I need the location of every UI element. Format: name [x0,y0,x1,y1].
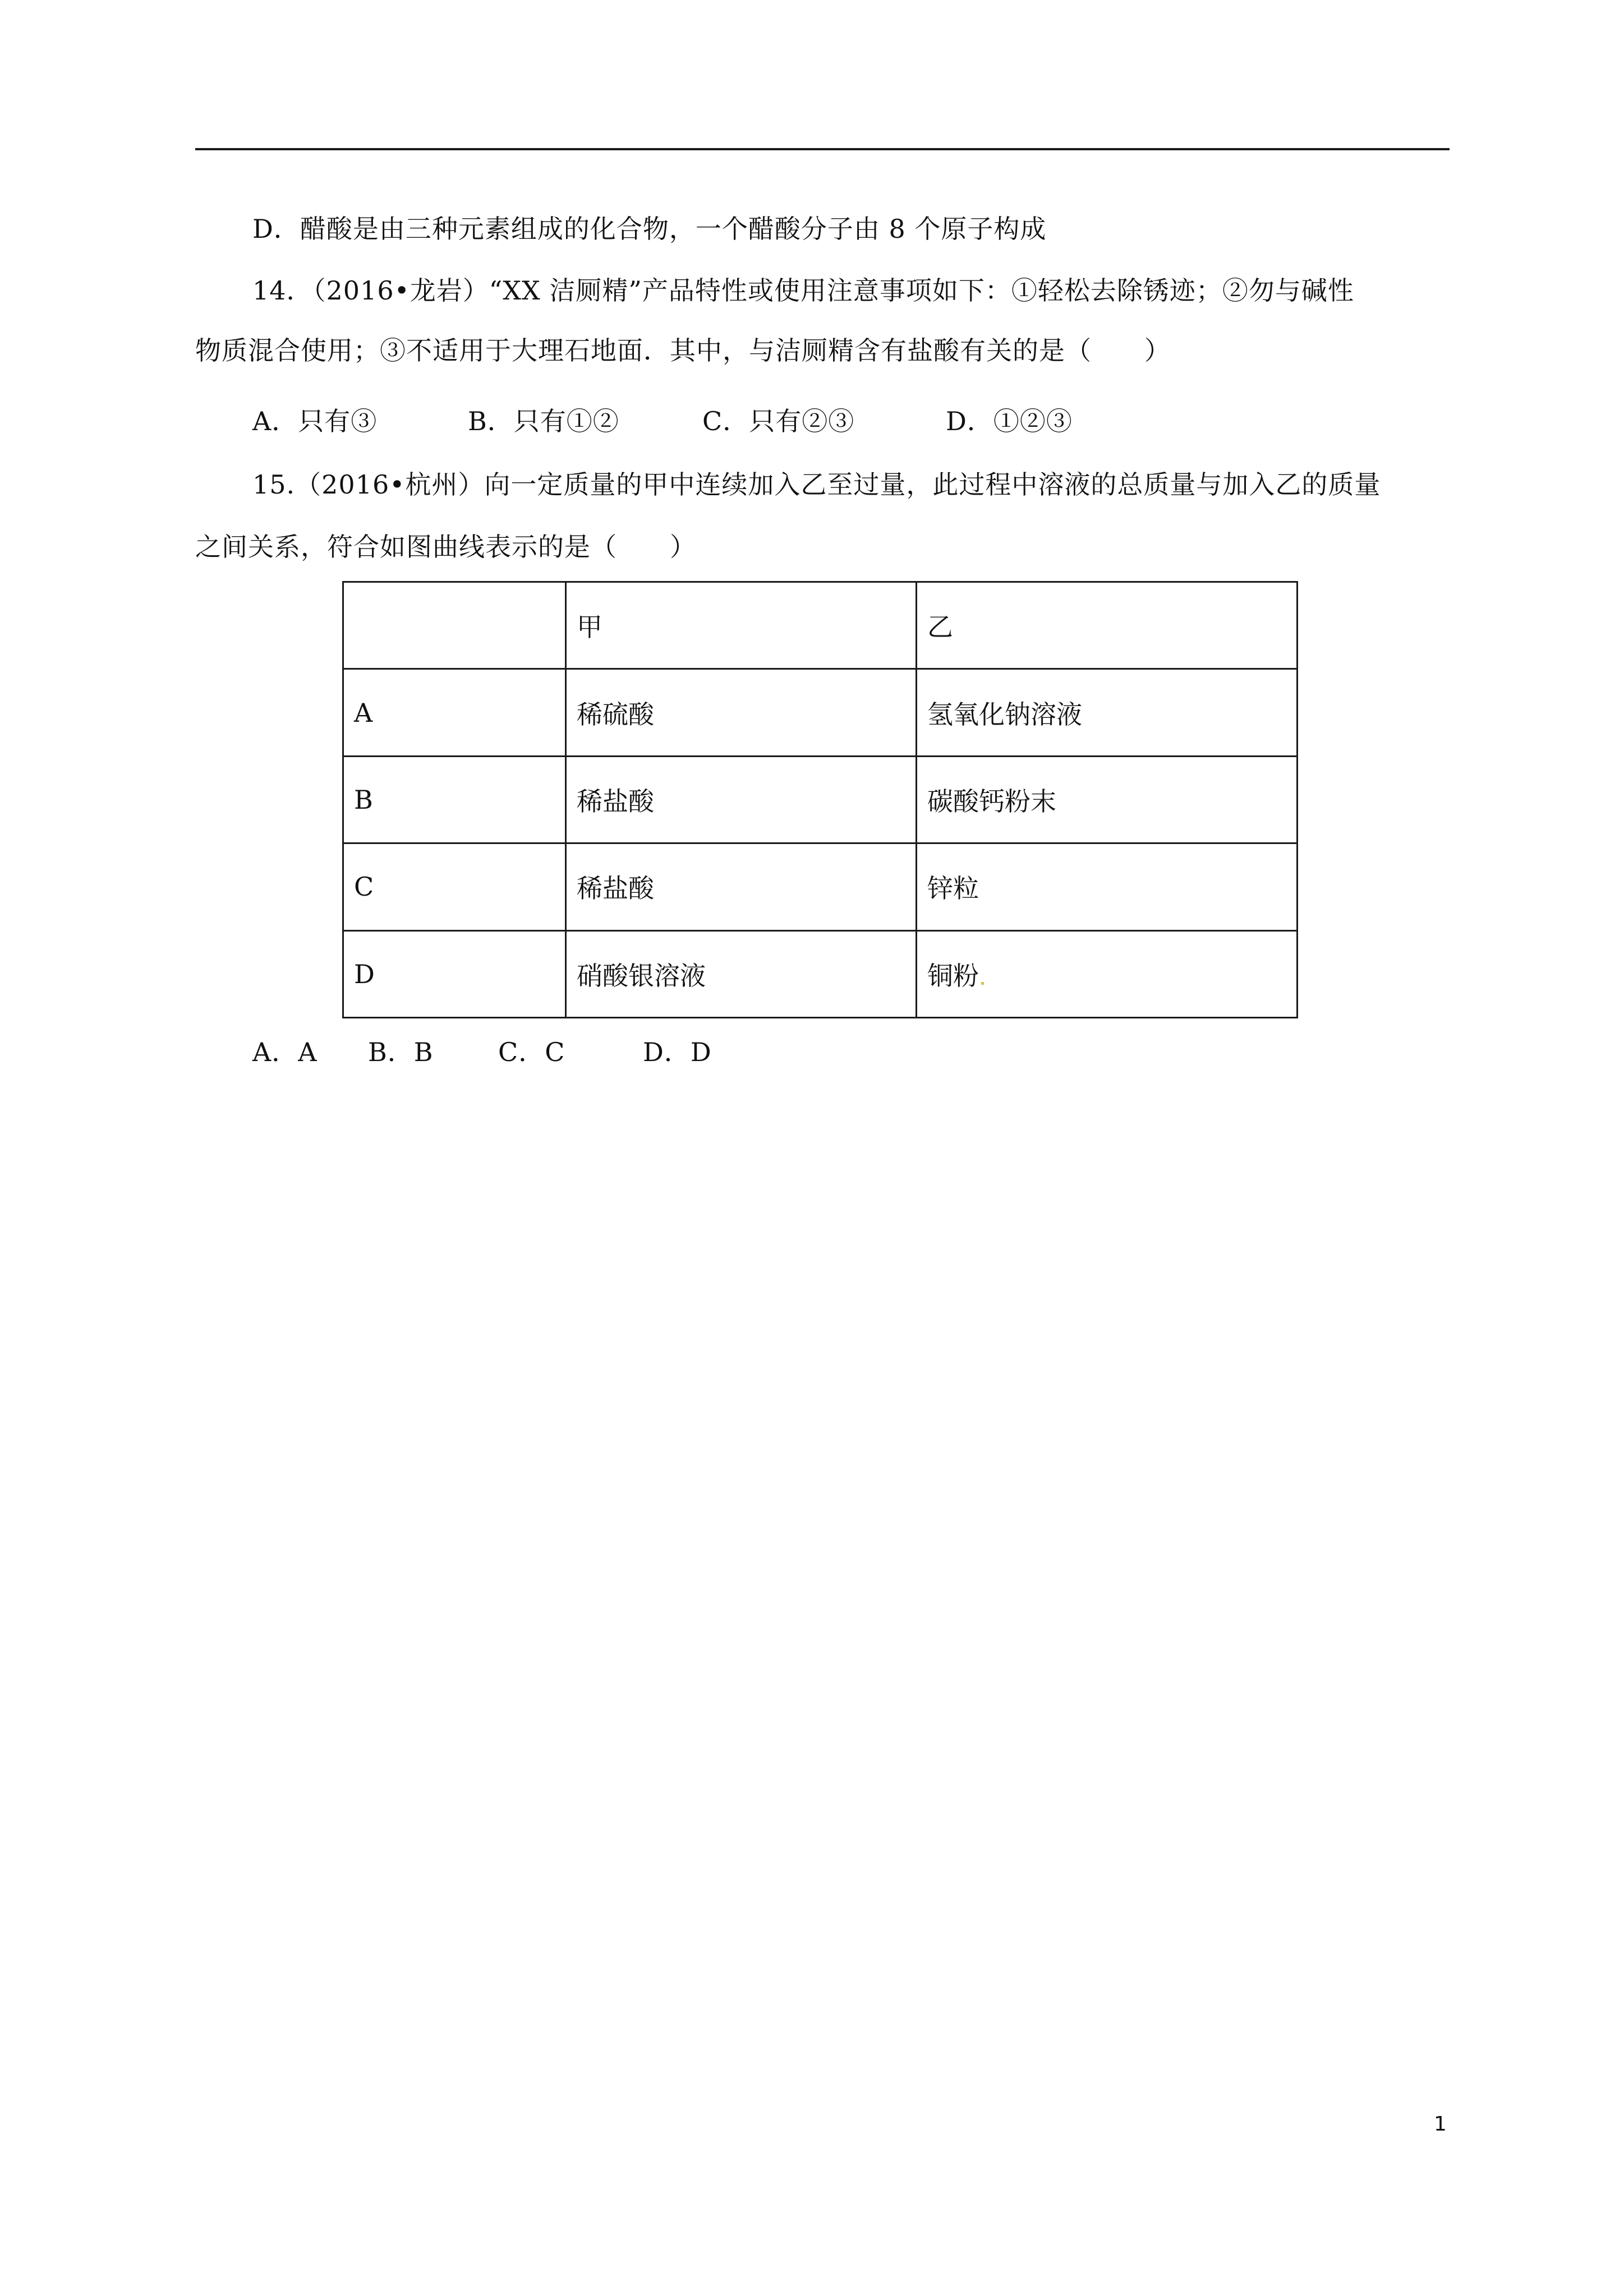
q14-option-c: C．只有②③ [702,406,855,436]
table-cell: 稀盐酸 [566,756,917,843]
q14-option-b: B．只有①② [468,406,619,436]
table-row [343,930,1298,1017]
q15-table [342,581,1298,1018]
q14-option-d: D．①②③ [946,406,1073,436]
q15-stem-line1: 15.（2016•杭州）向一定质量的甲中连续加入乙至过量，此过程中溶液的总质量与加入乙的质量 [252,469,1381,500]
table-cell: 硝酸银溶液 [566,930,917,1017]
q13-option-d: D．醋酸是由三种元素组成的化合物，一个醋酸分子由 8 个原子构成 [252,214,1047,244]
page-number: 1 [1434,2113,1447,2136]
table-cell: D [343,930,566,1017]
q15-option-c: C．C [498,1037,565,1067]
table-cell: 锌粒 [917,843,1298,930]
q15-options [252,1035,712,1069]
table-cell [917,930,1298,1017]
table-header-row [343,582,1298,669]
header-rule [195,148,1450,150]
table-cell: C [343,843,566,930]
table-cell: B [343,756,566,843]
table-row [343,843,1298,930]
table-cell: A [343,669,566,756]
q15-option-d: D．D [643,1037,712,1067]
table-cell-text: 铜粉 [927,960,979,991]
q14-option-a: A．只有③ [252,406,378,436]
table-cell: 稀硫酸 [566,669,917,756]
table-cell: 稀盐酸 [566,843,917,930]
q15-option-a: A．A [252,1037,318,1067]
table-row [343,756,1298,843]
q15-stem-line2: 之间关系，符合如图曲线表示的是（ ） [195,532,696,562]
table-cell: 氢氧化钠溶液 [917,669,1298,756]
table-row [343,669,1298,756]
table-header-cell: 乙 [917,582,1298,669]
q14-stem-line1: 14．（2016•龙岩）“XX 洁厕精”产品特性或使用注意事项如下：①轻松去除锈迹；②勿与碱性 [252,275,1354,306]
artifact-dot [981,982,984,985]
table-header-cell: 甲 [566,582,917,669]
q14-stem-line2: 物质混合使用；③不适用于大理石地面．其中，与洁厕精含有盐酸有关的是（ ） [195,335,1171,366]
table-cell: 碳酸钙粉末 [917,756,1298,843]
table-header-cell [343,582,566,669]
q14-options [252,404,1073,438]
q15-option-b: B．B [368,1037,434,1067]
